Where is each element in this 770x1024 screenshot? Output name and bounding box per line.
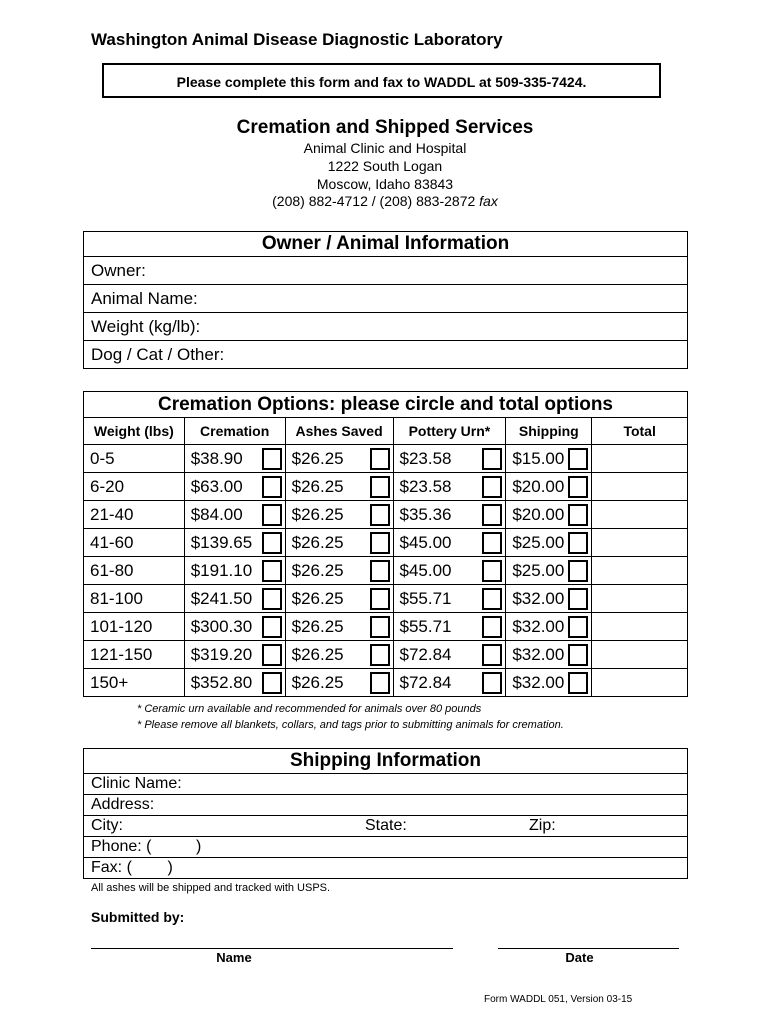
cremation-price-checkbox[interactable] xyxy=(262,616,282,638)
shipping-price-cell xyxy=(506,613,592,641)
table-row xyxy=(84,585,688,613)
ashes-price-checkbox[interactable] xyxy=(370,504,390,526)
urn-price: $23.58 xyxy=(399,476,452,496)
ashes-price-checkbox[interactable] xyxy=(370,448,390,470)
shipping-price-checkbox[interactable] xyxy=(568,616,588,638)
clinic-phones xyxy=(0,192,770,210)
table-row xyxy=(84,669,688,697)
urn-price: $55.71 xyxy=(399,588,452,608)
cremation-price-checkbox[interactable] xyxy=(262,672,282,694)
shipping-price-checkbox[interactable] xyxy=(568,504,588,526)
ashes-price-cell xyxy=(285,585,393,613)
weight-range: 21-40 xyxy=(84,501,185,529)
weight-range: 150+ xyxy=(84,669,185,697)
shipping-price: $32.00 xyxy=(512,672,565,692)
cremation-options-table xyxy=(83,391,688,697)
shipping-price-checkbox[interactable] xyxy=(568,448,588,470)
ashes-price-cell xyxy=(285,529,393,557)
cremation-title: Cremation Options: please circle and total options xyxy=(84,392,688,418)
table-row xyxy=(84,613,688,641)
table-row xyxy=(84,473,688,501)
table-row xyxy=(84,529,688,557)
cremation-price-cell xyxy=(184,445,285,473)
fax-field[interactable]: Fax: ( ) xyxy=(84,858,688,879)
col-urn: Pottery Urn* xyxy=(393,418,506,445)
clinic-name-field[interactable]: Clinic Name: xyxy=(84,774,688,795)
ashes-price: $26.25 xyxy=(291,504,344,524)
cremation-price-checkbox[interactable] xyxy=(262,588,282,610)
total-cell[interactable] xyxy=(592,669,688,697)
cremation-price: $139.65 xyxy=(190,532,253,552)
remove-items-note: * Please remove all blankets, collars, and tags prior to submitting animals for cremation. xyxy=(137,719,564,731)
cremation-price-cell xyxy=(184,669,285,697)
urn-price-checkbox[interactable] xyxy=(482,588,502,610)
urn-price-cell xyxy=(393,585,506,613)
urn-price-cell xyxy=(393,501,506,529)
ashes-price-checkbox[interactable] xyxy=(370,616,390,638)
shipping-price-cell xyxy=(506,501,592,529)
ashes-price-checkbox[interactable] xyxy=(370,532,390,554)
total-cell[interactable] xyxy=(592,557,688,585)
form-version: Form WADDL 051, Version 03-15 xyxy=(484,994,633,1005)
urn-price-checkbox[interactable] xyxy=(482,644,502,666)
owner-field[interactable]: Owner: xyxy=(84,257,688,285)
owner-section-title: Owner / Animal Information xyxy=(84,232,688,257)
weight-range: 81-100 xyxy=(84,585,185,613)
urn-price-cell xyxy=(393,557,506,585)
shipping-price-cell xyxy=(506,669,592,697)
urn-price-cell xyxy=(393,669,506,697)
urn-price-checkbox[interactable] xyxy=(482,560,502,582)
urn-price-checkbox[interactable] xyxy=(482,672,502,694)
ashes-price-checkbox[interactable] xyxy=(370,672,390,694)
submitted-by-label: Submitted by: xyxy=(91,909,185,925)
cremation-price-cell xyxy=(184,501,285,529)
urn-price: $45.00 xyxy=(399,532,452,552)
ashes-price-cell xyxy=(285,473,393,501)
weight-range: 0-5 xyxy=(84,445,185,473)
fax-notice: Please complete this form and fax to WADDL at 509-335-7424. xyxy=(102,63,661,98)
cremation-price-checkbox[interactable] xyxy=(262,476,282,498)
shipping-title: Shipping Information xyxy=(84,749,688,774)
ashes-price: $26.25 xyxy=(291,644,344,664)
total-cell[interactable] xyxy=(592,641,688,669)
ashes-price: $26.25 xyxy=(291,616,344,636)
ashes-price-cell xyxy=(285,557,393,585)
usps-note: All ashes will be shipped and tracked with USPS. xyxy=(91,882,331,894)
cremation-price: $319.20 xyxy=(190,644,253,664)
clinic-name: Animal Clinic and Hospital xyxy=(303,140,467,156)
shipping-price-cell xyxy=(506,557,592,585)
urn-price-cell xyxy=(393,473,506,501)
animal-name-field[interactable]: Animal Name: xyxy=(84,285,688,313)
total-cell[interactable] xyxy=(592,613,688,641)
city-state-zip-row[interactable] xyxy=(84,816,688,837)
shipping-price: $20.00 xyxy=(512,476,565,496)
weight-range: 6-20 xyxy=(84,473,185,501)
col-cremation: Cremation xyxy=(184,418,285,445)
cremation-price: $300.30 xyxy=(190,616,253,636)
shipping-price: $32.00 xyxy=(512,616,565,636)
ashes-price-checkbox[interactable] xyxy=(370,588,390,610)
weight-range: 61-80 xyxy=(84,557,185,585)
shipping-info-table xyxy=(83,748,688,879)
shipping-price: $32.00 xyxy=(512,644,565,664)
cremation-price: $38.90 xyxy=(190,448,243,468)
date-label: Date xyxy=(565,950,594,965)
cremation-price: $84.00 xyxy=(190,504,243,524)
ashes-price-cell xyxy=(285,641,393,669)
ashes-price: $26.25 xyxy=(291,476,344,496)
weight-range: 121-150 xyxy=(84,641,185,669)
urn-price: $72.84 xyxy=(399,672,452,692)
total-cell[interactable] xyxy=(592,585,688,613)
shipping-price: $15.00 xyxy=(512,448,565,468)
total-cell[interactable] xyxy=(592,445,688,473)
ashes-price: $26.25 xyxy=(291,532,344,552)
phone-field[interactable]: Phone: ( ) xyxy=(84,837,688,858)
weight-field[interactable]: Weight (kg/lb): xyxy=(84,313,688,341)
date-signature-line[interactable] xyxy=(498,948,679,949)
ashes-price-cell xyxy=(285,669,393,697)
shipping-price: $32.00 xyxy=(512,588,565,608)
ashes-price-checkbox[interactable] xyxy=(370,476,390,498)
table-row xyxy=(84,641,688,669)
cremation-price-checkbox[interactable] xyxy=(262,644,282,666)
name-label: Name xyxy=(216,950,252,965)
ashes-price: $26.25 xyxy=(291,588,344,608)
col-total: Total xyxy=(592,418,688,445)
col-ashes: Ashes Saved xyxy=(285,418,393,445)
table-row xyxy=(84,501,688,529)
cremation-price-cell xyxy=(184,613,285,641)
ashes-price: $26.25 xyxy=(291,672,344,692)
cremation-price-checkbox[interactable] xyxy=(262,532,282,554)
cremation-price-cell xyxy=(184,557,285,585)
zip-label: Zip: xyxy=(529,817,556,834)
name-signature-line[interactable] xyxy=(91,948,453,949)
service-title: Cremation and Shipped Services xyxy=(236,117,534,138)
col-shipping: Shipping xyxy=(506,418,592,445)
clinic-city: Moscow, Idaho 83843 xyxy=(316,176,454,192)
urn-price-cell xyxy=(393,445,506,473)
shipping-price-cell xyxy=(506,473,592,501)
ashes-price-cell xyxy=(285,445,393,473)
shipping-price-checkbox[interactable] xyxy=(568,588,588,610)
shipping-price-cell xyxy=(506,445,592,473)
shipping-price: $25.00 xyxy=(512,532,565,552)
state-label: State: xyxy=(365,817,407,834)
cremation-price: $352.80 xyxy=(190,672,253,692)
cremation-column-headers xyxy=(84,418,688,445)
total-cell[interactable] xyxy=(592,473,688,501)
shipping-price-cell xyxy=(506,585,592,613)
shipping-price-checkbox[interactable] xyxy=(568,672,588,694)
cremation-price-checkbox[interactable] xyxy=(262,560,282,582)
address-field[interactable]: Address: xyxy=(84,795,688,816)
urn-price-cell xyxy=(393,529,506,557)
urn-price-cell xyxy=(393,641,506,669)
shipping-price-cell xyxy=(506,529,592,557)
city-label: City: xyxy=(91,817,123,834)
urn-price: $55.71 xyxy=(399,616,452,636)
table-row xyxy=(84,445,688,473)
ashes-price-cell xyxy=(285,613,393,641)
cremation-price: $191.10 xyxy=(190,560,253,580)
cremation-price-cell xyxy=(184,529,285,557)
urn-price: $72.84 xyxy=(399,644,452,664)
urn-note: * Ceramic urn available and recommended for animals over 80 pounds xyxy=(137,703,482,715)
urn-price-checkbox[interactable] xyxy=(482,532,502,554)
cremation-price-checkbox[interactable] xyxy=(262,448,282,470)
urn-price-checkbox[interactable] xyxy=(482,504,502,526)
urn-price: $35.36 xyxy=(399,504,452,524)
cremation-price-cell xyxy=(184,641,285,669)
urn-price-checkbox[interactable] xyxy=(482,616,502,638)
ashes-price-checkbox[interactable] xyxy=(370,560,390,582)
cremation-price-cell xyxy=(184,473,285,501)
cremation-price-cell xyxy=(184,585,285,613)
shipping-price-checkbox[interactable] xyxy=(568,644,588,666)
ashes-price: $26.25 xyxy=(291,448,344,468)
urn-price-checkbox[interactable] xyxy=(482,448,502,470)
cremation-price: $241.50 xyxy=(190,588,253,608)
shipping-price-checkbox[interactable] xyxy=(568,476,588,498)
col-weight: Weight (lbs) xyxy=(84,418,185,445)
ashes-price-cell xyxy=(285,501,393,529)
cremation-price: $63.00 xyxy=(190,476,243,496)
shipping-price-checkbox[interactable] xyxy=(568,532,588,554)
total-cell[interactable] xyxy=(592,501,688,529)
shipping-price: $20.00 xyxy=(512,504,565,524)
owner-animal-table xyxy=(83,231,688,369)
urn-price: $45.00 xyxy=(399,560,452,580)
species-field[interactable]: Dog / Cat / Other: xyxy=(84,341,688,369)
fax-word: fax xyxy=(479,193,498,209)
phone-numbers: (208) 882-4712 / (208) 883-2872 xyxy=(272,193,476,209)
shipping-price: $25.00 xyxy=(512,560,565,580)
weight-range: 41-60 xyxy=(84,529,185,557)
shipping-price-cell xyxy=(506,641,592,669)
urn-price-checkbox[interactable] xyxy=(482,476,502,498)
table-row xyxy=(84,557,688,585)
lab-name: Washington Animal Disease Diagnostic Laboratory xyxy=(91,30,503,49)
clinic-street: 1222 South Logan xyxy=(327,158,443,174)
urn-price-cell xyxy=(393,613,506,641)
cremation-price-checkbox[interactable] xyxy=(262,504,282,526)
weight-range: 101-120 xyxy=(84,613,185,641)
ashes-price: $26.25 xyxy=(291,560,344,580)
total-cell[interactable] xyxy=(592,529,688,557)
shipping-price-checkbox[interactable] xyxy=(568,560,588,582)
ashes-price-checkbox[interactable] xyxy=(370,644,390,666)
urn-price: $23.58 xyxy=(399,448,452,468)
